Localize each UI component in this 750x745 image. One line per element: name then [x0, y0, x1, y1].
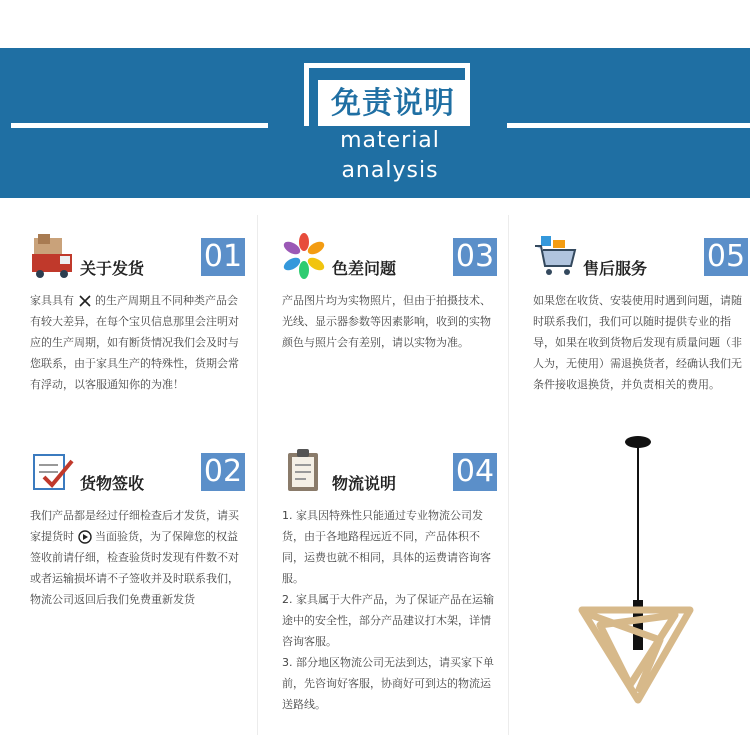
list-item: 3. 部分地区物流公司无法到达，请买家下单前，先咨询好客服，协商好可到达的物流运送路线。 — [282, 656, 494, 711]
checklist-icon — [30, 447, 74, 495]
column-divider — [508, 215, 509, 735]
delivery-truck-icon — [30, 232, 74, 280]
card-logistics — [282, 447, 497, 715]
card-title: 物流说明 — [332, 474, 397, 493]
card-receipt — [30, 447, 245, 610]
list-item: 1. 家具因特殊性只能通过专业物流公司发货，由于各地路程远近不同，产品体积不同，运费也就不相同，具体的运费请咨询客服。 — [282, 509, 491, 585]
card-after-sales — [533, 232, 748, 395]
card-header — [282, 232, 497, 290]
header-banner — [0, 48, 750, 198]
card-number: 01 — [201, 238, 245, 276]
shopping-cart-icon — [533, 232, 577, 280]
pendant-lamp-image — [560, 430, 700, 710]
card-title: 售后服务 — [583, 259, 648, 278]
clipboard-icon — [282, 447, 326, 495]
page-title: 免责说明 — [318, 80, 468, 128]
card-number: 03 — [453, 238, 497, 276]
play-circle-icon — [78, 530, 92, 544]
card-title: 色差问题 — [332, 259, 397, 278]
card-number: 02 — [201, 453, 245, 491]
page-subtitle: material analysis — [290, 126, 490, 186]
card-shipping — [30, 232, 245, 395]
card-text: 家具具有 — [30, 294, 74, 307]
card-header — [30, 447, 245, 505]
card-body — [30, 290, 245, 395]
card-text: 我们产品都是经过仔细检查后才发货，请买家提货时 — [30, 509, 239, 543]
card-text: 的生产周期且不同种类产品会有较大差异，在每个宝贝信息那里会注明对应的生产周期，如有断货情况我们会及时与您联系，由于家具生产的特殊性，货期会常有浮动，以客服通知你的为准！ — [30, 294, 239, 391]
card-header — [533, 232, 748, 290]
card-body: 产品图片均为实物照片，但由于拍摄技术、光线、显示器参数等因素影响，收到的实物颜色与照片会有差别，请以实物为准。 — [282, 294, 491, 349]
color-palette-icon — [282, 232, 326, 280]
card-body — [30, 505, 245, 610]
close-cross-icon — [78, 294, 92, 308]
card-text: 当面验货，为了保障您的权益签收前请仔细，检查验货时发现有件数不对或者运输损坏请不子签收并及时联系我们，物流公司返回后我们免费重新发货 — [30, 530, 239, 606]
card-header — [282, 447, 497, 505]
card-number: 04 — [453, 453, 497, 491]
banner-line-right — [507, 123, 750, 128]
card-title: 货物签收 — [80, 474, 145, 493]
card-header — [30, 232, 245, 290]
card-title: 关于发货 — [80, 259, 145, 278]
column-divider — [257, 215, 258, 735]
card-body — [282, 505, 497, 715]
card-number: 05 — [704, 238, 748, 276]
card-body: 如果您在收货、安装使用时遇到问题，请随时联系我们，我们可以随时提供专业的指导，如果在收到货物后发现有质量问题（非人为，无使用）需退换货者，经确认我们无条件接收退换货，并负责相关的费用。 — [533, 294, 742, 391]
card-color-difference — [282, 232, 497, 353]
banner-line-left — [11, 123, 268, 128]
list-item: 2. 家具属于大件产品，为了保证产品在运输途中的安全性，部分产品建议打木架，详情咨询客服。 — [282, 593, 494, 648]
